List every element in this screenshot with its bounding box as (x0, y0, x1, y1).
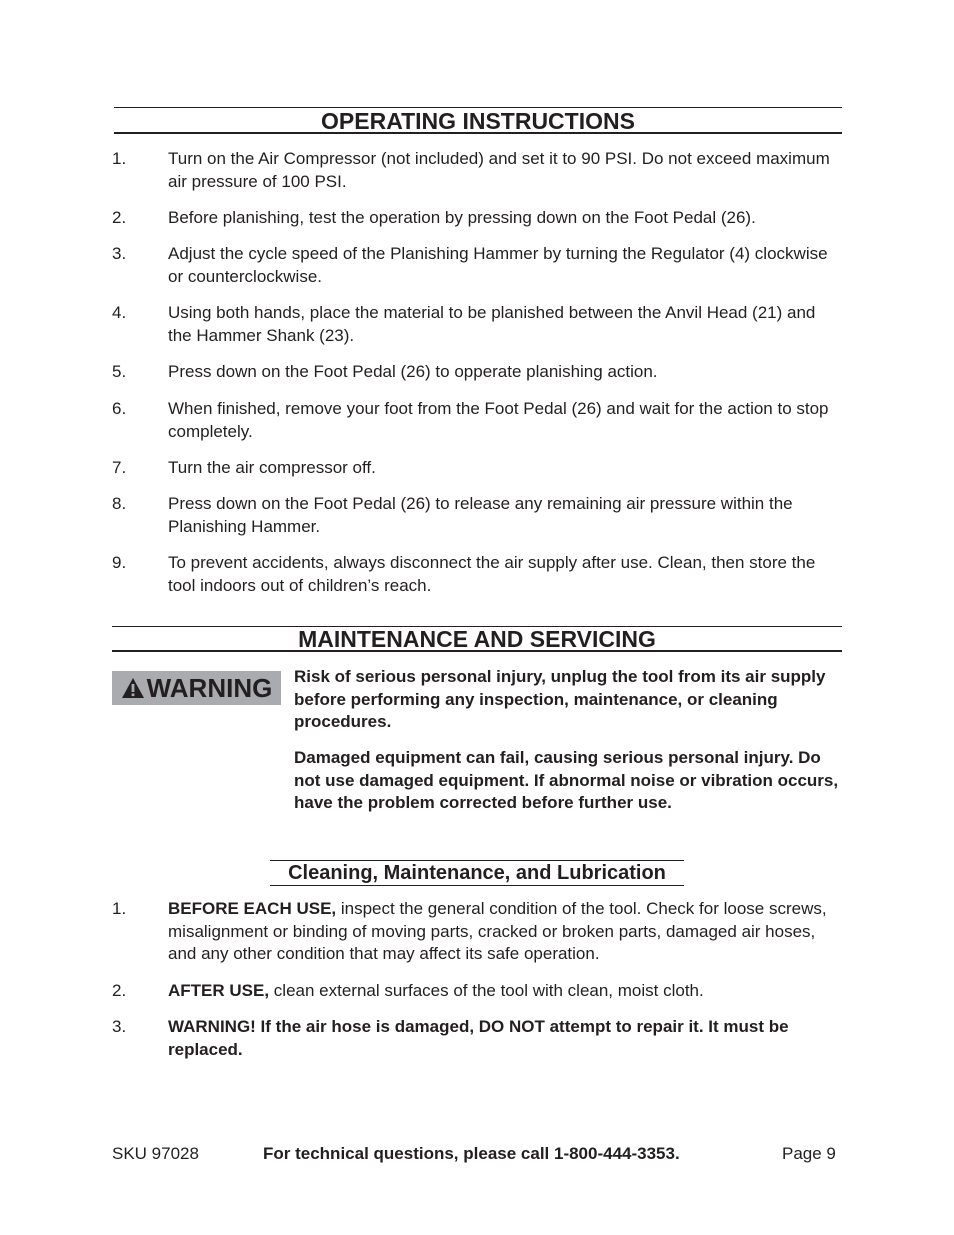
item-text (168, 980, 842, 1003)
item-bold-lead: WARNING! If the air hose is damaged, DO NOT attempt to repair it. It must be replaced. (168, 1017, 789, 1059)
item-text: To prevent accidents, always disconnect the air supply after use. Clean, then store the tool indoors out of children’s reach. (168, 553, 816, 595)
item-bold-lead: BEFORE EACH USE, (168, 899, 337, 918)
item-text: Using both hands, place the material to be planished between the Anvil Head (21) and the Hammer Shank (23). (168, 303, 816, 345)
list-item (112, 207, 842, 230)
item-number: 5. (112, 362, 127, 381)
item-number: 2. (112, 208, 127, 227)
warning-badge (112, 671, 281, 705)
item-number: 2. (112, 981, 127, 1000)
warning-text: Risk of serious personal injury, unplug the tool from its air supply before performing any inspection, maintenance, or cleaning procedures. (294, 667, 826, 732)
list-item (112, 1016, 842, 1061)
list-item (112, 148, 842, 193)
item-number: 1. (112, 149, 127, 168)
item-number: 3. (112, 244, 127, 263)
warning-label: WARNING (146, 672, 273, 703)
warning-triangle-icon (121, 677, 145, 699)
item-number: 4. (112, 303, 127, 322)
item-text: Adjust the cycle speed of the Planishing Hammer by turning the Regulator (4) clockwise or counterclockwise. (168, 244, 828, 286)
list-item (112, 243, 842, 288)
list-item (112, 398, 842, 443)
item-text: Press down on the Foot Pedal (26) to release any remaining air pressure within the Planishing Hammer. (168, 494, 793, 536)
item-text: Turn on the Air Compressor (not included) and set it to 90 PSI. Do not exceed maximum air pressure of 100 PSI. (168, 149, 830, 191)
list-item (112, 302, 842, 347)
item-text (168, 1016, 842, 1061)
list-item (112, 980, 842, 1003)
footer-sku: SKU 97028 (112, 1144, 199, 1163)
list-item (112, 457, 842, 480)
list-item (112, 493, 842, 538)
item-body: clean external surfaces of the tool with clean, moist cloth. (269, 981, 704, 1000)
footer-contact: For technical questions, please call 1-800-444-3353. (263, 1144, 680, 1163)
item-body: inspect the general condition of the tool. Check for loose screws, misalignment or binding of moving parts, cracked or broken parts, damaged air hoses, and any other condition that may affect its safe operation. (168, 899, 827, 964)
list-item (112, 898, 842, 966)
item-text: When finished, remove your foot from the Foot Pedal (26) and wait for the action to stop completely. (168, 399, 829, 441)
item-text (168, 898, 842, 966)
item-number: 6. (112, 399, 127, 418)
operating-instructions-heading: OPERATING INSTRUCTIONS (114, 107, 842, 134)
item-number: 1. (112, 899, 127, 918)
list-item (112, 361, 842, 384)
item-text: Press down on the Foot Pedal (26) to opperate planishing action. (168, 362, 658, 381)
item-number: 8. (112, 494, 127, 513)
item-bold-lead: AFTER USE, (168, 981, 270, 1000)
list-item (112, 552, 842, 597)
warning-text: Damaged equipment can fail, causing serious personal injury. Do not use damaged equipment. If abnormal noise or vibration occurs, have the problem corrected before further use. (294, 748, 839, 813)
maintenance-heading: MAINTENANCE AND SERVICING (112, 626, 842, 652)
item-number: 7. (112, 458, 127, 477)
item-number: 9. (112, 553, 127, 572)
item-text: Before planishing, test the operation by pressing down on the Foot Pedal (26). (168, 208, 756, 227)
cleaning-subheading: Cleaning, Maintenance, and Lubrication (270, 860, 684, 886)
footer-page-number: Page 9 (782, 1144, 836, 1163)
item-text: Turn the air compressor off. (168, 458, 376, 477)
item-number: 3. (112, 1017, 127, 1036)
